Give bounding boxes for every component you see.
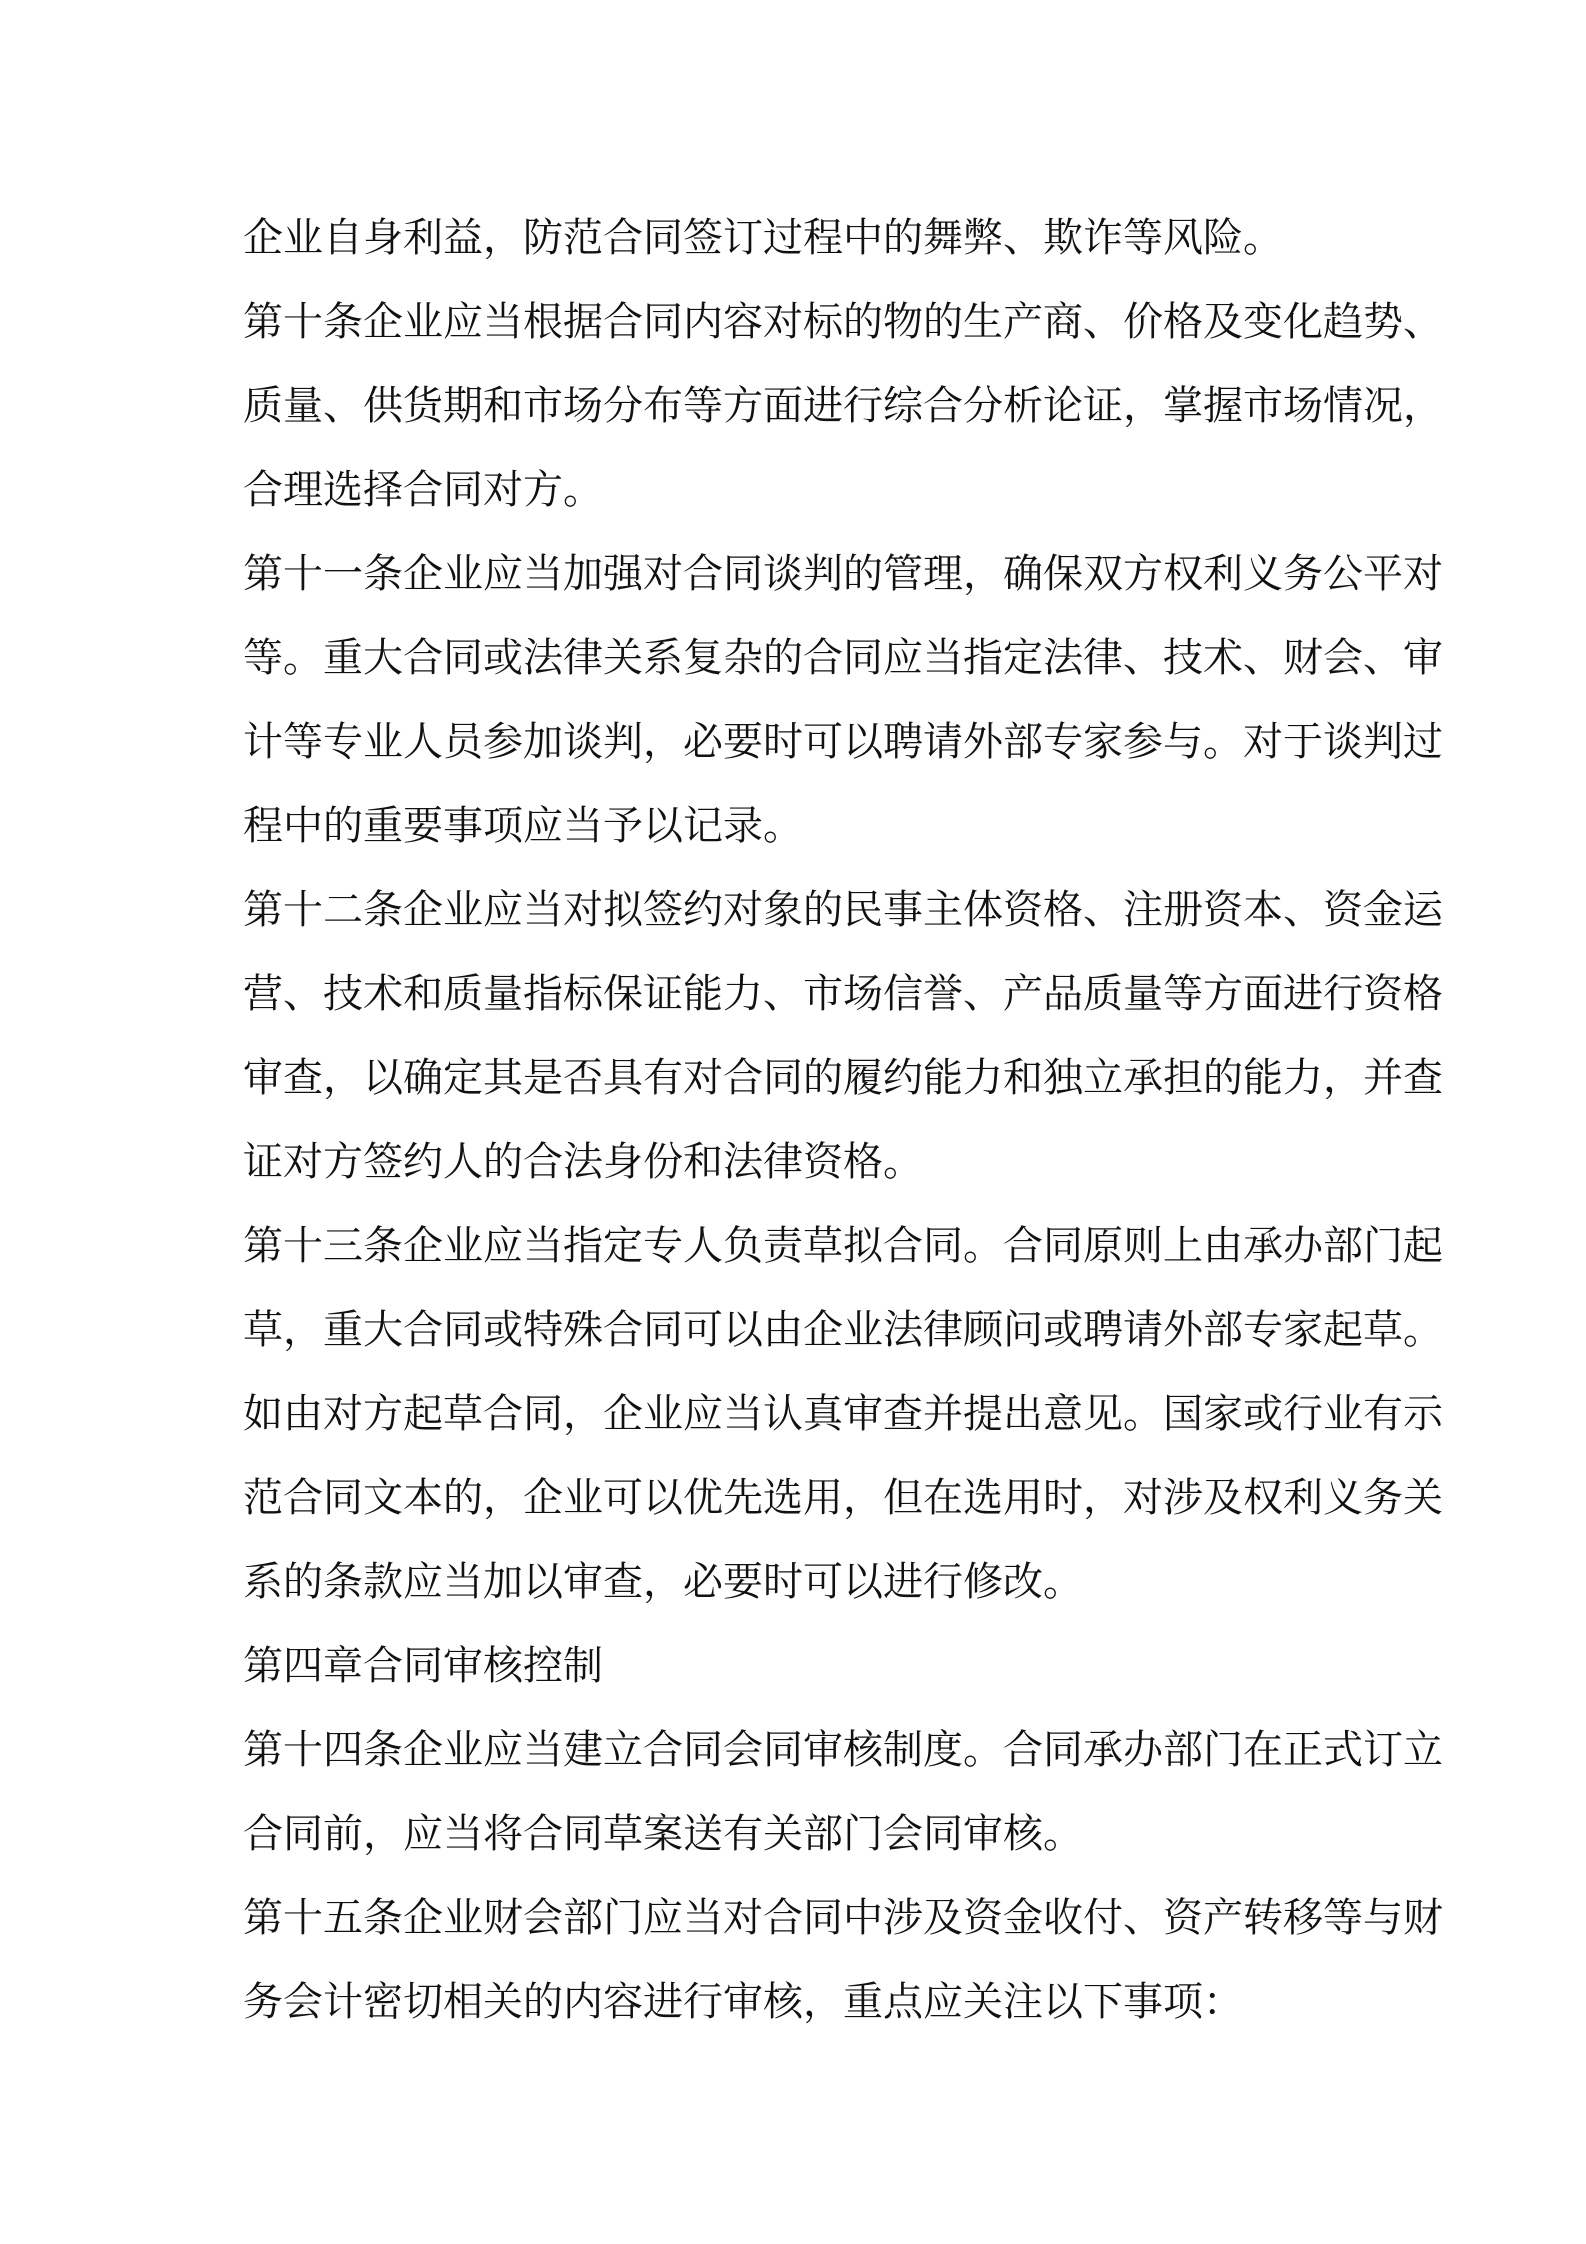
text-line: 第十条企业应当根据合同内容对标的物的生产商、价格及变化趋势、 <box>243 299 1443 345</box>
text-line: 第十三条企业应当指定专人负责草拟合同。合同原则上由承办部门起 <box>243 1223 1443 1269</box>
text-line: 等。重大合同或法律关系复杂的合同应当指定法律、技术、财会、审 <box>243 635 1443 681</box>
text-line: 审查，以确定其是否具有对合同的履约能力和独立承担的能力，并查 <box>243 1055 1443 1101</box>
text-line: 计等专业人员参加谈判，必要时可以聘请外部专家参与。对于谈判过 <box>243 719 1443 765</box>
text-line: 证对方签约人的合法身份和法律资格。 <box>243 1139 923 1185</box>
text-line: 合理选择合同对方。 <box>243 467 603 513</box>
document-body <box>243 196 1443 2044</box>
text-line: 如由对方起草合同，企业应当认真审查并提出意见。国家或行业有示 <box>243 1391 1443 1437</box>
text-line: 合同前，应当将合同草案送有关部门会同审核。 <box>243 1811 1083 1857</box>
text-line: 企业自身利益，防范合同签订过程中的舞弊、欺诈等风险。 <box>243 215 1283 261</box>
text-line: 第十一条企业应当加强对合同谈判的管理，确保双方权利义务公平对 <box>243 551 1443 597</box>
text-line: 质量、供货期和市场分布等方面进行综合分析论证，掌握市场情况， <box>243 383 1443 429</box>
text-line: 草，重大合同或特殊合同可以由企业法律顾问或聘请外部专家起草。 <box>243 1307 1443 1353</box>
text-line: 第十四条企业应当建立合同会同审核制度。合同承办部门在正式订立 <box>243 1727 1443 1773</box>
text-line: 第十二条企业应当对拟签约对象的民事主体资格、注册资本、资金运 <box>243 887 1443 933</box>
text-line: 范合同文本的，企业可以优先选用，但在选用时，对涉及权利义务关 <box>243 1475 1443 1521</box>
text-line: 系的条款应当加以审查，必要时可以进行修改。 <box>243 1559 1083 1605</box>
chapter-heading: 第四章合同审核控制 <box>243 1643 603 1689</box>
text-line: 营、技术和质量指标保证能力、市场信誉、产品质量等方面进行资格 <box>243 971 1443 1017</box>
text-line: 程中的重要事项应当予以记录。 <box>243 803 803 849</box>
text-line: 务会计密切相关的内容进行审核，重点应关注以下事项： <box>243 1979 1243 2025</box>
text-line: 第十五条企业财会部门应当对合同中涉及资金收付、资产转移等与财 <box>243 1895 1443 1941</box>
